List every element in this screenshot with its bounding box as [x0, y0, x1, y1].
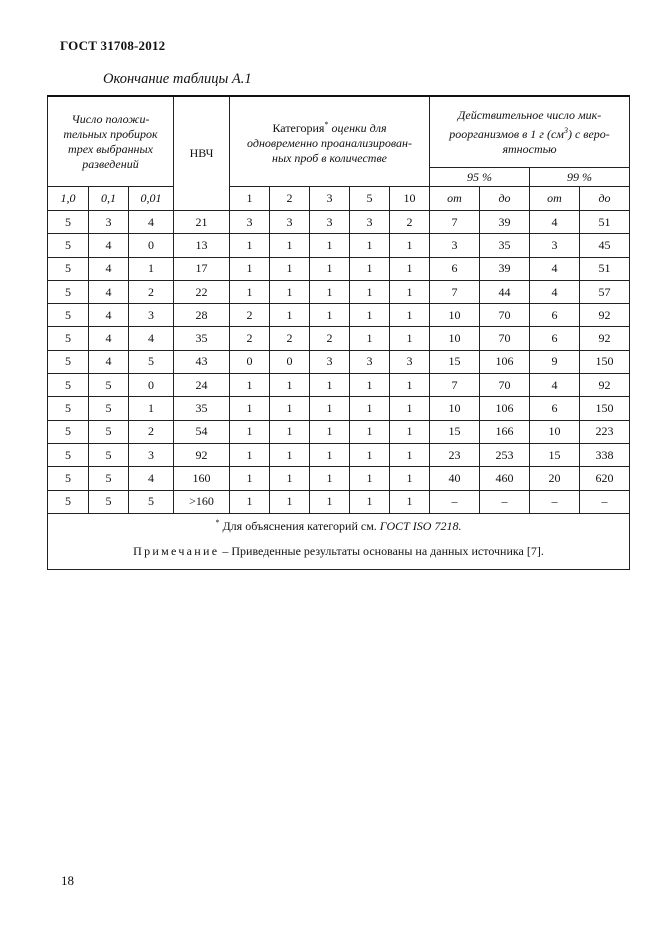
cell-p99-from: 4	[530, 211, 580, 234]
category-line-3: ных проб в количестве	[271, 151, 387, 165]
nvc-header: НВЧ	[174, 96, 230, 211]
cell-p95-to: 39	[480, 257, 530, 280]
table-row	[48, 374, 630, 397]
cell-cat-10: 1	[390, 420, 430, 443]
cell-cat-3: 1	[310, 397, 350, 420]
cell-nvc: 160	[174, 467, 230, 490]
cell-cat-10: 1	[390, 327, 430, 350]
cell-cat-1: 1	[230, 374, 270, 397]
count-1: 1	[230, 187, 270, 211]
cell-p95-to: –	[480, 490, 530, 513]
cell-dil-001: 0	[129, 234, 174, 257]
cell-cat-3: 1	[310, 420, 350, 443]
cell-cat-2: 1	[270, 490, 310, 513]
cell-p95-from: 6	[430, 257, 480, 280]
note-text: – Приведенные результаты основаны на данных источника [7].	[219, 543, 544, 558]
positive-tubes-line-2: тельных пробирок	[63, 126, 158, 141]
cell-cat-1: 0	[230, 350, 270, 373]
cell-p99-to: 150	[580, 350, 630, 373]
cell-p95-from: 23	[430, 443, 480, 466]
cell-p95-to: 106	[480, 350, 530, 373]
cell-nvc: 43	[174, 350, 230, 373]
cell-cat-1: 1	[230, 467, 270, 490]
cell-p95-from: 15	[430, 420, 480, 443]
table-row	[48, 490, 630, 513]
cell-dil-01: 5	[89, 420, 129, 443]
positive-tubes-header	[48, 96, 174, 187]
dilution-2: 0,1	[89, 187, 129, 211]
from-95-header: от	[430, 187, 480, 211]
cell-p99-from: 3	[530, 234, 580, 257]
cell-dil-001: 4	[129, 211, 174, 234]
cell-p99-from: 4	[530, 374, 580, 397]
cell-cat-2: 1	[270, 443, 310, 466]
cell-dil-1: 5	[48, 350, 89, 373]
cell-cat-5: 1	[350, 374, 390, 397]
cell-p99-to: 57	[580, 280, 630, 303]
positive-tubes-line-3: трех выбранных	[68, 141, 153, 156]
footnote	[48, 514, 629, 534]
cell-dil-1: 5	[48, 397, 89, 420]
cell-cat-5: 1	[350, 467, 390, 490]
count-3: 3	[310, 187, 350, 211]
cell-p95-to: 70	[480, 374, 530, 397]
cell-nvc: 54	[174, 420, 230, 443]
cell-cat-10: 2	[390, 211, 430, 234]
cell-cat-3: 3	[310, 350, 350, 373]
cell-nvc: 21	[174, 211, 230, 234]
cell-cat-3: 1	[310, 234, 350, 257]
cell-cat-3: 1	[310, 467, 350, 490]
cell-dil-01: 4	[89, 280, 129, 303]
prob-95-header: 95 %	[430, 168, 530, 187]
cell-cat-3: 1	[310, 280, 350, 303]
cell-cat-5: 1	[350, 304, 390, 327]
cell-p99-to: 620	[580, 467, 630, 490]
page-number: 18	[61, 873, 74, 888]
cell-cat-1: 1	[230, 490, 270, 513]
cell-dil-1: 5	[48, 490, 89, 513]
cell-dil-01: 5	[89, 490, 129, 513]
cell-cat-1: 1	[230, 420, 270, 443]
cell-dil-1: 5	[48, 467, 89, 490]
table-row	[48, 443, 630, 466]
cell-cat-1: 1	[230, 257, 270, 280]
cell-dil-001: 0	[129, 374, 174, 397]
cell-cat-10: 1	[390, 257, 430, 280]
cell-dil-1: 5	[48, 374, 89, 397]
cell-cat-5: 1	[350, 257, 390, 280]
cell-dil-1: 5	[48, 234, 89, 257]
cell-p99-to: 51	[580, 211, 630, 234]
cell-cat-3: 1	[310, 257, 350, 280]
cell-dil-01: 4	[89, 327, 129, 350]
count-10: 10	[390, 187, 430, 211]
cell-p99-from: 6	[530, 397, 580, 420]
cell-p95-to: 253	[480, 443, 530, 466]
table-caption: Окончание таблицы А.1	[103, 71, 252, 87]
cell-p95-from: 7	[430, 211, 480, 234]
positive-tubes-line-1: Число положи-	[71, 111, 150, 126]
cell-p95-from: 10	[430, 304, 480, 327]
cell-dil-01: 5	[89, 467, 129, 490]
cell-nvc: 28	[174, 304, 230, 327]
actual-count-line-3: ятностью	[502, 141, 557, 156]
cell-p95-to: 460	[480, 467, 530, 490]
cell-cat-5: 3	[350, 350, 390, 373]
cell-cat-3: 1	[310, 490, 350, 513]
cell-p99-from: 6	[530, 304, 580, 327]
cell-cat-10: 1	[390, 467, 430, 490]
cell-cat-10: 1	[390, 397, 430, 420]
cell-p95-from: 40	[430, 467, 480, 490]
cell-p99-from: 10	[530, 420, 580, 443]
table-row	[48, 280, 630, 303]
cell-p95-to: 44	[480, 280, 530, 303]
table-row	[48, 420, 630, 443]
cell-cat-5: 1	[350, 397, 390, 420]
cell-p99-to: 223	[580, 420, 630, 443]
cell-dil-001: 1	[129, 257, 174, 280]
cell-cat-3: 1	[310, 443, 350, 466]
cell-dil-1: 5	[48, 280, 89, 303]
cell-cat-5: 1	[350, 490, 390, 513]
actual-count-header	[430, 96, 630, 168]
actual-count-line-2-post: ) с веро-	[567, 126, 610, 141]
cell-cat-10: 1	[390, 374, 430, 397]
category-line-1-rest: оценки для	[328, 121, 387, 135]
dilution-3: 0,01	[129, 187, 174, 211]
cell-nvc: 35	[174, 327, 230, 350]
cell-cat-5: 1	[350, 280, 390, 303]
table-row	[48, 327, 630, 350]
cell-dil-001: 4	[129, 327, 174, 350]
dilution-1: 1,0	[48, 187, 89, 211]
cell-p95-to: 166	[480, 420, 530, 443]
cell-dil-1: 5	[48, 443, 89, 466]
cell-dil-1: 5	[48, 327, 89, 350]
cell-nvc: 35	[174, 397, 230, 420]
cell-p99-from: 15	[530, 443, 580, 466]
cell-p99-to: 92	[580, 304, 630, 327]
cell-p99-to: 338	[580, 443, 630, 466]
cell-cat-2: 1	[270, 280, 310, 303]
cell-cat-2: 2	[270, 327, 310, 350]
cell-nvc: 17	[174, 257, 230, 280]
cell-nvc: >160	[174, 490, 230, 513]
to-95-header: до	[480, 187, 530, 211]
actual-count-sup: 3	[563, 125, 568, 135]
cell-cat-2: 1	[270, 374, 310, 397]
cell-nvc: 24	[174, 374, 230, 397]
cell-p99-from: 20	[530, 467, 580, 490]
cell-dil-001: 4	[129, 467, 174, 490]
count-5: 5	[350, 187, 390, 211]
cell-dil-01: 4	[89, 350, 129, 373]
cell-cat-2: 3	[270, 211, 310, 234]
cell-cat-10: 1	[390, 234, 430, 257]
cell-cat-3: 1	[310, 304, 350, 327]
cell-cat-1: 1	[230, 280, 270, 303]
cell-cat-10: 1	[390, 304, 430, 327]
cell-p99-to: 150	[580, 397, 630, 420]
cell-p95-from: 10	[430, 327, 480, 350]
cell-cat-2: 1	[270, 397, 310, 420]
cell-p95-from: –	[430, 490, 480, 513]
cell-cat-3: 3	[310, 211, 350, 234]
cell-cat-5: 1	[350, 443, 390, 466]
cell-dil-001: 3	[129, 443, 174, 466]
positive-tubes-line-4: разведений	[82, 156, 139, 171]
table-row	[48, 304, 630, 327]
table-row	[48, 397, 630, 420]
cell-p99-to: 51	[580, 257, 630, 280]
cell-p99-from: 9	[530, 350, 580, 373]
cell-cat-10: 1	[390, 280, 430, 303]
cell-p99-to: 92	[580, 327, 630, 350]
count-2: 2	[270, 187, 310, 211]
cell-dil-001: 1	[129, 397, 174, 420]
cell-dil-1: 5	[48, 257, 89, 280]
cell-dil-001: 5	[129, 490, 174, 513]
cell-dil-01: 3	[89, 211, 129, 234]
cell-p99-from: 6	[530, 327, 580, 350]
footnote-ref: ГОСТ ISO 7218.	[379, 518, 462, 533]
table-row	[48, 467, 630, 490]
cell-dil-001: 3	[129, 304, 174, 327]
cell-dil-01: 5	[89, 443, 129, 466]
cell-p99-to: 92	[580, 374, 630, 397]
cell-dil-1: 5	[48, 304, 89, 327]
category-header	[230, 96, 430, 187]
cell-cat-1: 2	[230, 327, 270, 350]
cell-p95-to: 70	[480, 304, 530, 327]
cell-p99-from: 4	[530, 280, 580, 303]
cell-cat-10: 1	[390, 490, 430, 513]
prob-99-header: 99 %	[530, 168, 630, 187]
cell-cat-10: 3	[390, 350, 430, 373]
cell-dil-001: 5	[129, 350, 174, 373]
cell-p95-to: 39	[480, 211, 530, 234]
cell-cat-2: 1	[270, 257, 310, 280]
cell-cat-3: 2	[310, 327, 350, 350]
actual-count-line-2-pre: роорганизмов в 1 г (см	[449, 126, 564, 141]
cell-cat-1: 3	[230, 211, 270, 234]
cell-cat-5: 1	[350, 234, 390, 257]
cell-dil-001: 2	[129, 280, 174, 303]
cell-cat-5: 1	[350, 420, 390, 443]
category-label: Категория	[272, 121, 325, 135]
cell-cat-5: 3	[350, 211, 390, 234]
table-body	[48, 211, 630, 514]
footnote-mark: *	[215, 517, 220, 527]
cell-dil-1: 5	[48, 211, 89, 234]
footnote-text: Для объяснения категорий см.	[219, 518, 380, 533]
cell-cat-1: 1	[230, 234, 270, 257]
cell-p95-to: 35	[480, 234, 530, 257]
cell-nvc: 92	[174, 443, 230, 466]
table-row	[48, 257, 630, 280]
table-row	[48, 350, 630, 373]
cell-p99-to: –	[580, 490, 630, 513]
cell-dil-01: 5	[89, 374, 129, 397]
cell-p95-from: 3	[430, 234, 480, 257]
actual-count-line-1: Действительное число мик-	[457, 107, 602, 122]
to-99-header: до	[580, 187, 630, 211]
cell-p95-from: 7	[430, 374, 480, 397]
category-line-2: одновременно проанализирован-	[247, 136, 412, 150]
from-99-header: от	[530, 187, 580, 211]
note	[48, 544, 629, 559]
standard-header: ГОСТ 31708-2012	[60, 38, 166, 53]
cell-cat-10: 1	[390, 443, 430, 466]
cell-p99-to: 45	[580, 234, 630, 257]
cell-cat-2: 1	[270, 234, 310, 257]
cell-p95-to: 70	[480, 327, 530, 350]
cell-cat-2: 1	[270, 304, 310, 327]
results-table	[47, 95, 630, 570]
cell-dil-01: 4	[89, 234, 129, 257]
cell-cat-3: 1	[310, 374, 350, 397]
cell-p95-from: 15	[430, 350, 480, 373]
cell-nvc: 22	[174, 280, 230, 303]
cell-p95-from: 10	[430, 397, 480, 420]
cell-nvc: 13	[174, 234, 230, 257]
cell-cat-5: 1	[350, 327, 390, 350]
table-row	[48, 234, 630, 257]
cell-cat-1: 2	[230, 304, 270, 327]
cell-cat-2: 0	[270, 350, 310, 373]
cell-dil-001: 2	[129, 420, 174, 443]
cell-dil-01: 5	[89, 397, 129, 420]
cell-p95-from: 7	[430, 280, 480, 303]
cell-dil-01: 4	[89, 304, 129, 327]
table-footnotes	[48, 513, 630, 569]
cell-dil-1: 5	[48, 420, 89, 443]
cell-p95-to: 106	[480, 397, 530, 420]
note-label: Примечание	[133, 543, 220, 558]
cell-dil-01: 4	[89, 257, 129, 280]
cell-cat-2: 1	[270, 467, 310, 490]
cell-cat-2: 1	[270, 420, 310, 443]
table-row	[48, 211, 630, 234]
cell-cat-1: 1	[230, 397, 270, 420]
cell-cat-1: 1	[230, 443, 270, 466]
cell-p99-from: 4	[530, 257, 580, 280]
cell-p99-from: –	[530, 490, 580, 513]
category-footnote-mark: *	[324, 120, 329, 129]
